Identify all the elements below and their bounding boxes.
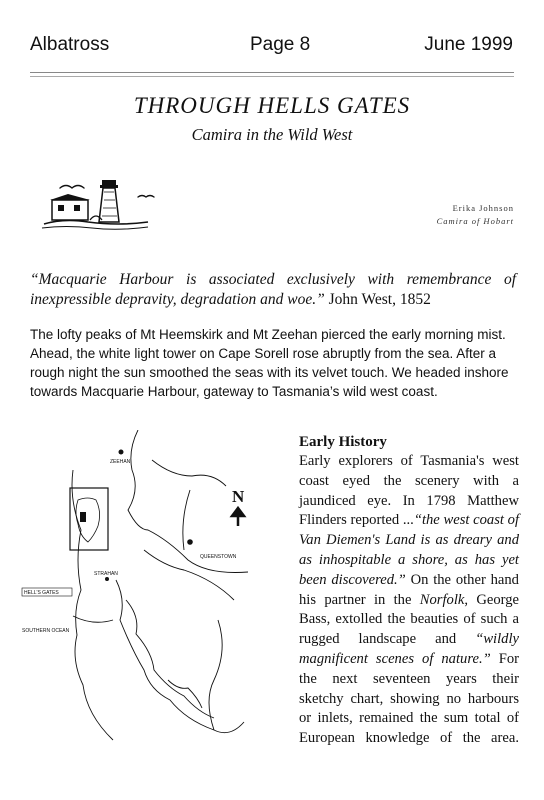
header-divider (30, 72, 514, 77)
map-label-zeehan: ZEEHAN (110, 459, 131, 465)
ship-name: Norfolk (419, 591, 465, 608)
article-subtitle: Camira in the Wild West (191, 125, 353, 144)
history-text-4: For the next seventeen years their sketchy chart, showing no harbours or inlets, remained the sum total of European knowledge of the area. (299, 650, 520, 747)
north-label: N (232, 487, 245, 506)
map-label-strahan: STRAHAN (94, 571, 118, 577)
intro-paragraph: The lofty peaks of Mt Heemskirk and Mt Zeehan pierced the early morning mist. Ahead, the white light tower on Cape Sorell rose abruptly from the sea. After a rough night the sun smoothed the seas with its velvet touch. We headed inshore towards Macquarie Harbour, gateway to Tasmania’s wild west coast. (30, 327, 509, 399)
macquarie-harbour-map (18, 430, 288, 785)
issue-date: June 1999 (424, 34, 513, 55)
lighthouse-logo (34, 172, 162, 234)
author-name: Erika Johnson (452, 203, 514, 213)
history-text-3: , George Bass, extolled the beauties of such a rugged landscape and (299, 591, 519, 648)
opening-quote (30, 270, 516, 310)
map-label-queenstown: QUEENSTOWN (200, 554, 237, 560)
publication-name: Albatross (30, 34, 110, 55)
section-heading: Early History (299, 434, 387, 450)
history-text-1: Early explorers of Tasmania's west coast eyed the scenery with a jaundiced eye. In 1798 Matthew Flinders reported ... (299, 453, 519, 529)
article-title: THROUGH HELLS GATES (133, 93, 411, 118)
early-history-section (299, 432, 519, 749)
page-number: Page 8 (250, 34, 311, 55)
author-affiliation: Camira of Hobart (436, 216, 514, 226)
map-label-hells-gates: HELL'S GATES (24, 590, 59, 596)
early-history-paragraph (299, 452, 519, 749)
north-arrow-icon (232, 508, 244, 526)
map-label-ocean: SOUTHERN OCEAN (22, 628, 70, 634)
flinders-quote: “the west coast of Van Diemen's Land is as dreary and as inhospitable a shore, as has yet been discovered.” (299, 512, 519, 588)
history-text-2: On the other hand his partner in the (299, 571, 519, 608)
quote-text: “Macquarie Harbour is associated exclusively with remembrance of inexpressible depravity, degradation and woe.” (30, 271, 516, 308)
bass-quote: “wildly magnificent scenes of nature.” (299, 631, 519, 667)
quote-source: John West, 1852 (328, 291, 431, 308)
